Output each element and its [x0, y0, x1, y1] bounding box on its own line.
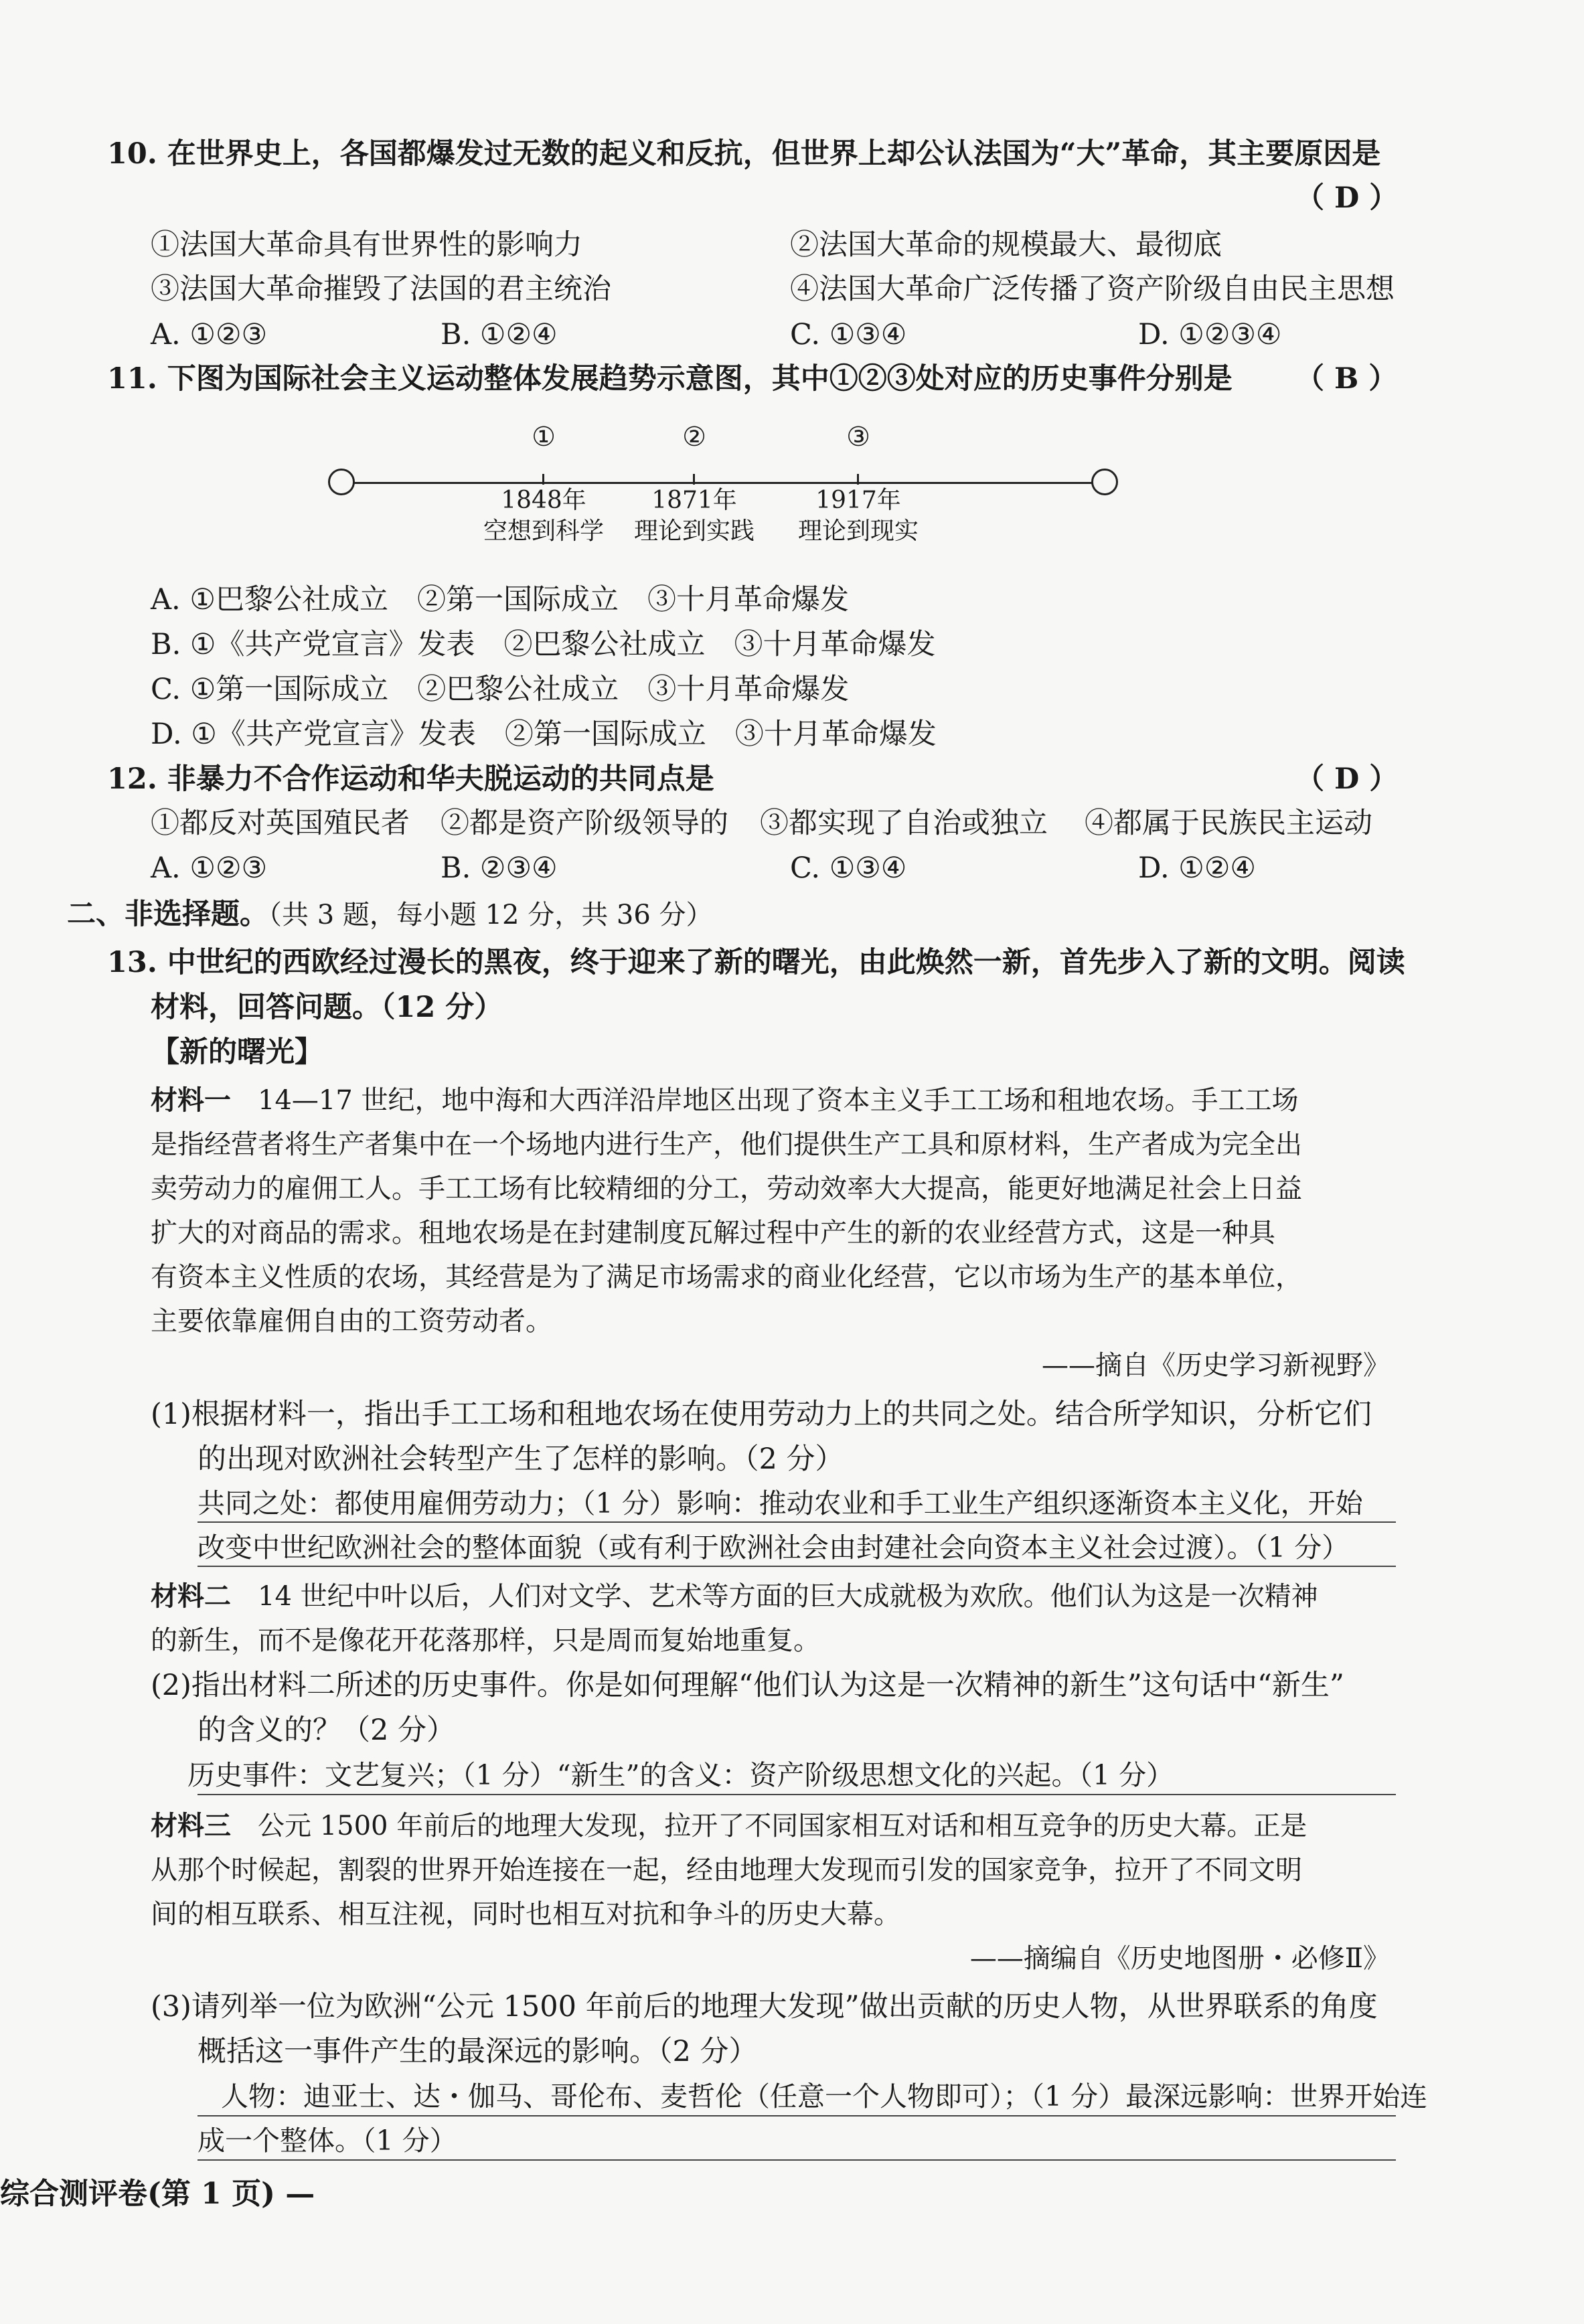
material-1-line-5: 有资本主义性质的农场，其经营是为了满足市场需求的商业化经营，它以市场为生产的基本单位， [151, 1262, 1302, 1293]
q11-choice-a: A. ①巴黎公社成立 ②第一国际成立 ③十月革命爆发 [151, 583, 849, 616]
q10-option-1: ①法国大革命具有世界性的影响力 [151, 228, 582, 262]
q12-choice-a: A. ①②③ [151, 851, 268, 885]
q10-choice-a: A. ①②③ [151, 318, 268, 351]
q10-choice-c: C. ①③④ [790, 318, 907, 351]
timeline-mark-1: ① [532, 422, 556, 452]
q13-stem-line-2: 材料，回答问题。（12 分） [151, 991, 503, 1024]
section-2-title: 二、非选择题。 [67, 898, 268, 931]
q13-stem-line-1: 13. 中世纪的西欧经过漫长的黑夜，终于迎来了新的曙光，由此焕然一新，首先步入了新的文明。阅读 [107, 946, 1405, 979]
q13-part-2-line-1: (2)指出材料二所述的历史事件。你是如何理解“他们认为这是一次精神的新生”这句话中“新生” [151, 1669, 1344, 1702]
q11-stem: 11. 下图为国际社会主义运动整体发展趋势示意图，其中①②③处对应的历史事件分别是 [107, 362, 1233, 396]
timeline-start-circle [328, 469, 355, 495]
q11-choice-b: B. ①《共产党宣言》发表 ②巴黎公社成立 ③十月革命爆发 [151, 628, 936, 661]
timeline-tick-2 [693, 474, 695, 485]
q12-choice-d: D. ①②④ [1138, 851, 1256, 885]
material-1-text-1: 14—17 世纪，地中海和大西洋沿岸地区出现了资本主义手工工场和租地农场。手工工场 [258, 1085, 1299, 1116]
material-2-text-1: 14 世纪中叶以后，人们对文学、艺术等方面的巨大成就极为欢欣。他们认为这是一次精神 [258, 1581, 1318, 1612]
timeline-year-3: 1917年 [815, 487, 901, 514]
material-1-line-4: 扩大的对商品的需求。租地农场是在封建制度瓦解过程中产生的新的农业经营方式，这是一种具 [151, 1218, 1275, 1248]
timeline-year-1: 1848年 [501, 487, 586, 514]
answer-2-line-1: 历史事件：文艺复兴；（1 分）“新生”的含义：资产阶级思想文化的兴起。（1 分） [187, 1759, 1174, 1791]
material-1-line-3: 卖劳动力的雇佣工人。手工工场有比较精细的分工，劳动效率大大提高，能更好地满足社会上日益 [151, 1173, 1302, 1204]
q12-option-1: ①都反对英国殖民者 [151, 807, 410, 840]
answer-3-line-1: 人物：迪亚士、达・伽马、哥伦布、麦哲伦（任意一个人物即可）；（1 分）最深远影响：世界开始连 [221, 2080, 1428, 2112]
q12-stem: 12. 非暴力不合作运动和华夫脱运动的共同点是 [107, 762, 714, 796]
q10-option-4: ④法国大革命广泛传播了资产阶级自由民主思想 [790, 272, 1395, 306]
answer-1-line-2: 改变中世纪欧洲社会的整体面貌（或有利于欧洲社会由封建社会向资本主义社会过渡）。（1 分） [197, 1531, 1350, 1564]
timeline-end-circle [1091, 469, 1118, 495]
timeline-label-1: 空想到科学 [483, 517, 604, 545]
q13-part-1-line-1: (1)根据材料一，指出手工工场和租地农场在使用劳动力上的共同之处。结合所学知识，分析它们 [151, 1398, 1372, 1431]
material-3-text-1: 公元 1500 年前后的地理大发现，拉开了不同国家相互对话和相互竞争的历史大幕。正是 [258, 1811, 1308, 1841]
answer-1-line-1: 共同之处：都使用雇佣劳动力；（1 分）影响：推动农业和手工业生产组织逐渐资本主义化，开始 [197, 1487, 1363, 1519]
q13-part-3-line-1: (3)请列举一位为欧洲“公元 1500 年前后的地理大发现”做出贡献的历史人物，从世界联系的角度 [151, 1990, 1378, 2023]
timeline-line [348, 482, 1098, 484]
material-3-label: 材料三 [151, 1810, 231, 1841]
material-1-line-2: 是指经营者将生产者集中在一个场地内进行生产，他们提供生产工具和原材料，生产者成为完全出 [151, 1129, 1302, 1160]
material-1-line-6: 主要依靠雇佣自由的工资劳动者。 [151, 1306, 552, 1337]
timeline-mark-3: ③ [846, 422, 870, 452]
q12-option-4: ④都属于民族民主运动 [1085, 807, 1372, 840]
timeline-label-3: 理论到现实 [797, 517, 919, 545]
material-1-label: 材料一 [151, 1084, 231, 1116]
material-3-line-1 [151, 1806, 1307, 1846]
socialism-timeline-diagram [321, 422, 1138, 576]
q11-answer: （ B ） [1295, 362, 1398, 396]
q11-choice-d: D. ①《共产党宣言》发表 ②第一国际成立 ③十月革命爆发 [151, 718, 937, 751]
material-3-source: ——摘编自《历史地图册・必修Ⅱ》 [969, 1943, 1390, 1974]
q10-stem: 10. 在世界史上，各国都爆发过无数的起义和反抗，但世界上却公认法国为“大”革命，其主要原因是 [107, 137, 1381, 171]
material-2-line-1 [151, 1576, 1318, 1616]
answer-3-line-2: 成一个整体。（1 分） [197, 2125, 457, 2157]
q13-heading: 【新的曙光】 [151, 1035, 323, 1069]
material-3-line-3: 间的相互联系、相互注视，同时也相互对抗和争斗的历史大幕。 [151, 1899, 900, 1930]
timeline-mark-2: ② [682, 422, 706, 452]
q12-choice-c: C. ①③④ [790, 851, 907, 885]
q10-choice-d: D. ①②③④ [1138, 318, 1282, 351]
material-2-line-2: 的新生，而不是像花开花落那样，只是周而复始地重复。 [151, 1625, 820, 1656]
material-1-line-1 [151, 1080, 1299, 1120]
timeline-tick-1 [542, 474, 544, 485]
page-footer: 综合测评卷(第 1 页) — [0, 2177, 315, 2211]
q12-choice-b: B. ②③④ [441, 851, 558, 885]
q13-part-1-line-2: 的出现对欧洲社会转型产生了怎样的影响。（2 分） [197, 1442, 844, 1476]
q13-part-3-line-2: 概括这一事件产生的最深远的影响。（2 分） [197, 2035, 758, 2068]
q10-answer: （ D ） [1295, 181, 1399, 215]
timeline-label-2: 理论到实践 [633, 517, 755, 545]
material-1-source: ——摘自《历史学习新视野》 [1042, 1350, 1390, 1381]
q12-answer: （ D ） [1295, 762, 1399, 796]
q10-choice-b: B. ①②④ [441, 318, 558, 351]
material-3-line-2: 从那个时候起，割裂的世界开始连接在一起，经由地理大发现而引发的国家竞争，拉开了不同文明 [151, 1855, 1302, 1886]
q10-option-3: ③法国大革命摧毁了法国的君主统治 [151, 272, 611, 306]
q10-option-2: ②法国大革命的规模最大、最彻底 [790, 228, 1222, 262]
material-2-label: 材料二 [151, 1580, 231, 1612]
q11-choice-c: C. ①第一国际成立 ②巴黎公社成立 ③十月革命爆发 [151, 673, 850, 706]
timeline-year-2: 1871年 [651, 487, 737, 514]
timeline-tick-3 [857, 474, 859, 485]
q12-option-2: ②都是资产阶级领导的 [441, 807, 728, 840]
q12-option-3: ③都实现了自治或独立 [760, 807, 1048, 840]
section-2-note: （共 3 题，每小题 12 分，共 36 分） [268, 900, 713, 930]
q13-part-2-line-2: 的含义的？（2 分） [197, 1714, 456, 1747]
section-2-header [67, 894, 713, 935]
